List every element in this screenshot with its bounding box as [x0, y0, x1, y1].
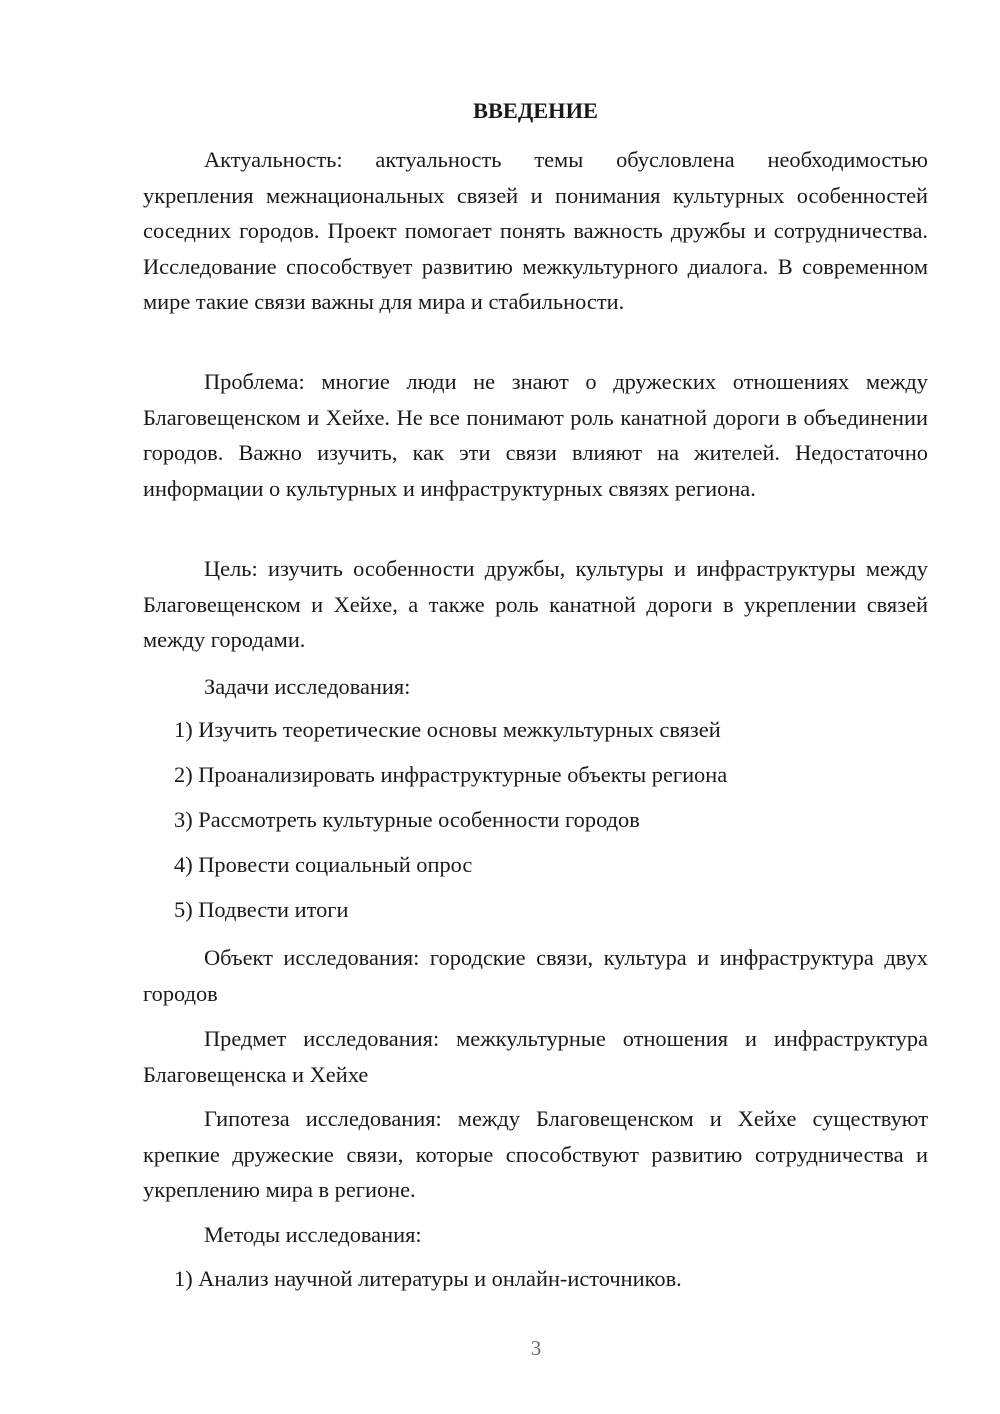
method-item-1: 1) Анализ научной литературы и онлайн-источников.	[174, 1266, 682, 1291]
methods-heading: Методы исследования:	[204, 1222, 422, 1247]
page-number: 3	[530, 1336, 542, 1360]
relevance-paragraph: Актуальность: актуальность темы обусловлена необходимостью укрепления межнациональных связей и понимания культурных особенностей соседних городов. Проект помогает понять важность дружбы и сотрудничества. Исследование способствует развитию межкультурного диалога. В современном мире такие связи важны для мира и стабильности.	[143, 147, 928, 314]
object-paragraph: Объект исследования: городские связи, культура и инфраструктура двух городов	[143, 945, 928, 1006]
task-item-2: 2) Проанализировать инфраструктурные объекты региона	[174, 762, 728, 787]
task-item-5: 5) Подвести итоги	[174, 897, 349, 922]
goal-paragraph: Цель: изучить особенности дружбы, культуры и инфраструктуры между Благовещенском и Хейхе, а также роль канатной дороги в укреплении связей между городами.	[143, 556, 928, 652]
hypothesis-paragraph: Гипотеза исследования: между Благовещенском и Хейхе существуют крепкие дружеские связи, которые способствуют развитию сотрудничества и укреплению мира в регионе.	[143, 1106, 928, 1202]
task-item-1: 1) Изучить теоретические основы межкультурных связей	[174, 717, 721, 742]
task-item-3: 3) Рассмотреть культурные особенности городов	[174, 807, 640, 832]
task-item-4: 4) Провести социальный опрос	[174, 852, 473, 877]
tasks-heading: Задачи исследования:	[204, 674, 411, 699]
page-title: ВВЕДЕНИЕ	[473, 98, 598, 123]
subject-paragraph: Предмет исследования: межкультурные отношения и инфраструктура Благовещенска и Хейхе	[143, 1026, 928, 1087]
problem-paragraph: Проблема: многие люди не знают о дружеских отношениях между Благовещенском и Хейхе. Не все понимают роль канатной дороги в объединении городов. Важно изучить, как эти связи влияют на жителей. Недостаточно информации о культурных и инфраструктурных связях региона.	[143, 369, 928, 501]
